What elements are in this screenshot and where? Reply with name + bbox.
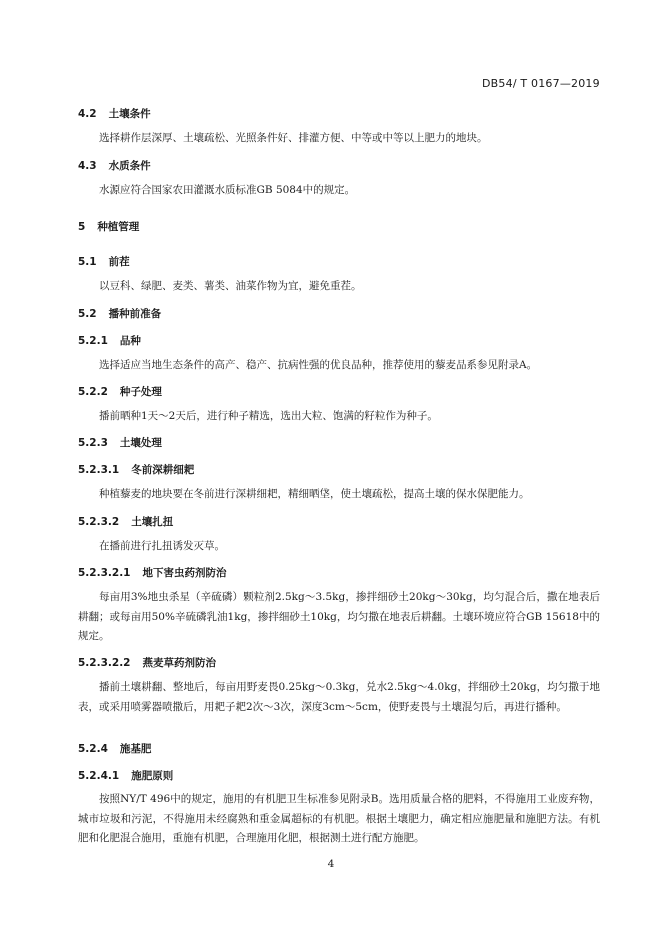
clause-number: 5.2.4 (78, 743, 108, 755)
clause-heading-5-2-1 (78, 333, 141, 348)
clause-heading-5-2-3-2-1 (78, 565, 227, 580)
clause-heading-4-3 (78, 158, 151, 173)
paragraph: 水源应符合国家农田灌溉水质标准GB 5084中的规定。 (99, 184, 356, 196)
paragraph: 选择适应当地生态条件的高产、稳产、抗病性强的优良品种，推荐使用的藜麦品系参见附录A。 (99, 359, 538, 371)
clause-heading-5-1 (78, 254, 130, 269)
clause-heading-5-2-3 (78, 435, 162, 450)
clause-number: 5.2.3.2.1 (78, 567, 131, 579)
clause-heading-5-2-3-2 (78, 514, 173, 529)
page-number: 4 (327, 858, 335, 870)
clause-heading-5-2-3-1 (78, 462, 194, 477)
paragraph: 以豆科、绿肥、麦类、薯类、油菜作物为宜，避免重茬。 (99, 280, 362, 292)
clause-heading-4-2 (78, 106, 151, 121)
paragraph: 种植藜麦的地块要在冬前进行深耕细耙，精细晒垡，使土壤疏松，提高土壤的保水保肥能力。 (99, 488, 530, 500)
clause-heading-5-2-2 (78, 384, 162, 399)
clause-title: 冬前深耕细耙 (131, 464, 195, 476)
clause-title: 前茬 (108, 256, 130, 268)
paragraph: 在播前进行扎扭诱发灭草。 (99, 540, 225, 552)
paragraph: 每亩用3%地虫杀星（辛硫磷）颗粒剂2.5kg～3.5kg，掺拌细砂土20kg～30kg，均匀混合后，撒在地表后耕翻；或每亩用50%辛硫磷乳油1kg，掺拌细砂土10kg，均匀撒在地表后耕翻。土壤环境应符合GB 15618中的规定。 (78, 591, 600, 642)
clause-number: 5.2.3.1 (78, 464, 120, 476)
clause-number: 5.2.2 (78, 386, 108, 398)
clause-title: 品种 (119, 335, 141, 347)
clause-title: 种植管理 (97, 221, 140, 233)
clause-title: 播种前准备 (108, 308, 162, 320)
chapter-heading-5 (78, 219, 139, 234)
clause-number: 5.2 (78, 308, 97, 320)
clause-number: 5.2.4.1 (78, 770, 120, 782)
clause-heading-5-2-3-2-2 (78, 655, 216, 670)
clause-number: 5.1 (78, 256, 97, 268)
clause-number: 5.2.3 (78, 437, 108, 449)
clause-number: 5.2.3.2 (78, 516, 120, 528)
clause-title: 土壤扎扭 (131, 516, 174, 528)
clause-title: 种子处理 (119, 386, 162, 398)
clause-title: 地下害虫药剂防治 (142, 567, 227, 579)
document-code: DB54/ T 0167—2019 (482, 77, 600, 90)
clause-title: 施肥原则 (131, 770, 174, 782)
clause-title: 土壤处理 (119, 437, 162, 449)
clause-title: 土壤条件 (108, 108, 151, 120)
paragraph: 选择耕作层深厚、土壤疏松、光照条件好、排灌方便、中等或中等以上肥力的地块。 (99, 132, 488, 144)
clause-heading-5-2 (78, 306, 161, 321)
clause-number: 5 (78, 221, 86, 233)
clause-number: 4.2 (78, 108, 97, 120)
clause-title: 水质条件 (108, 160, 151, 172)
clause-title: 燕麦草药剂防治 (142, 657, 216, 669)
clause-number: 4.3 (78, 160, 97, 172)
clause-title: 施基肥 (119, 743, 152, 755)
clause-number: 5.2.1 (78, 335, 108, 347)
clause-heading-5-2-4-1 (78, 768, 173, 783)
clause-heading-5-2-4 (78, 741, 151, 756)
paragraph: 播前土壤耕翻、整地后，每亩用野麦畏0.25kg～0.3kg，兑水2.5kg～4.0kg，拌细砂土20kg，均匀撒于地表，或采用喷雾器喷撒后，用耙子耙2次～3次，深度3cm～5cm，使野麦畏与土壤混匀后，再进行播种。 (78, 681, 600, 713)
paragraph: 按照NY/T 496中的规定，施用的有机肥卫生标准参见附录B。选用质量合格的肥料，不得施用工业废弃物，城市垃圾和污泥，不得施用未经腐熟和重金属超标的有机肥。根据土壤肥力，确定相应施肥量和施肥方法。有机肥和化肥混合施用，重施有机肥，合理施用化肥，根据测土进行配方施肥。 (78, 793, 600, 844)
clause-number: 5.2.3.2.2 (78, 657, 131, 669)
paragraph: 播前晒种1天～2天后，进行种子精选，选出大粒、饱满的籽粒作为种子。 (99, 410, 438, 422)
